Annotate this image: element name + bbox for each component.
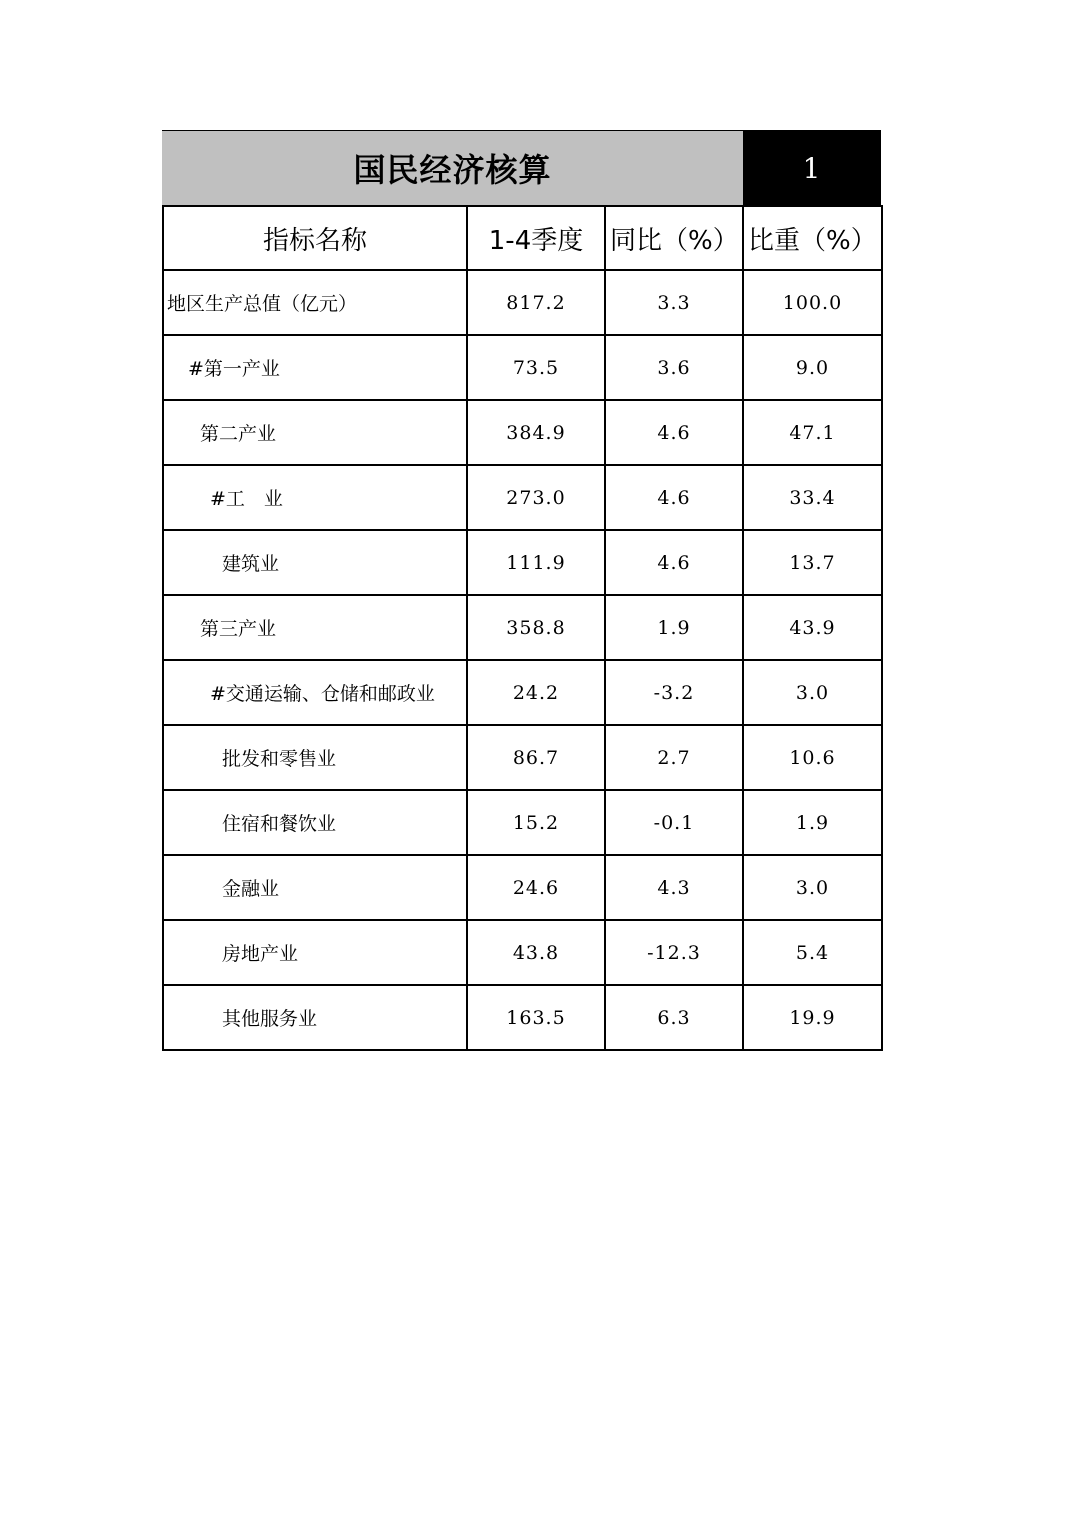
indicator-name-cell: 第三产业 [163,595,467,660]
table-row [163,465,882,530]
title-bar [162,130,881,205]
header-row [163,206,882,270]
period-value-cell: 817.2 [467,270,605,335]
indicator-name-cell: 批发和零售业 [163,725,467,790]
table-row [163,270,882,335]
table-row [163,660,882,725]
period-value-cell: 73.5 [467,335,605,400]
period-value-cell: 111.9 [467,530,605,595]
yoy-change-cell: 4.6 [605,530,743,595]
sheet-title: 国民经济核算 [162,131,743,205]
yoy-change-cell: -3.2 [605,660,743,725]
indicator-name-cell: 房地产业 [163,920,467,985]
economic-accounts-table [162,205,883,1051]
share-cell: 13.7 [743,530,882,595]
column-header-share: 比重（%） [743,206,882,270]
column-header-period: 1-4季度 [467,206,605,270]
yoy-change-cell: 6.3 [605,985,743,1050]
period-value-cell: 358.8 [467,595,605,660]
yoy-change-cell: -0.1 [605,790,743,855]
period-value-cell: 273.0 [467,465,605,530]
period-value-cell: 43.8 [467,920,605,985]
share-cell: 5.4 [743,920,882,985]
indicator-name-cell: #交通运输、仓储和邮政业 [163,660,467,725]
column-header-yoy: 同比（%） [605,206,743,270]
yoy-change-cell: 3.3 [605,270,743,335]
period-value-cell: 384.9 [467,400,605,465]
share-cell: 9.0 [743,335,882,400]
yoy-change-cell: 4.6 [605,465,743,530]
indicator-name-cell: 第二产业 [163,400,467,465]
table-row [163,725,882,790]
table-row [163,595,882,660]
indicator-name-cell: 金融业 [163,855,467,920]
indicator-name-cell: 建筑业 [163,530,467,595]
table-row [163,400,882,465]
table-row [163,335,882,400]
table-row [163,920,882,985]
yoy-change-cell: 4.3 [605,855,743,920]
indicator-name-cell: 其他服务业 [163,985,467,1050]
table-row [163,855,882,920]
share-cell: 33.4 [743,465,882,530]
indicator-name-cell: #工 业 [163,465,467,530]
period-value-cell: 24.6 [467,855,605,920]
yoy-change-cell: 3.6 [605,335,743,400]
share-cell: 3.0 [743,660,882,725]
table-row [163,530,882,595]
indicator-name-cell: 住宿和餐饮业 [163,790,467,855]
table-row [163,790,882,855]
share-cell: 10.6 [743,725,882,790]
share-cell: 100.0 [743,270,882,335]
share-cell: 19.9 [743,985,882,1050]
share-cell: 1.9 [743,790,882,855]
indicator-name-cell: #第一产业 [163,335,467,400]
table-row [163,985,882,1050]
yoy-change-cell: 2.7 [605,725,743,790]
yoy-change-cell: 4.6 [605,400,743,465]
yoy-change-cell: 1.9 [605,595,743,660]
period-value-cell: 15.2 [467,790,605,855]
yoy-change-cell: -12.3 [605,920,743,985]
column-header-indicator: 指标名称 [163,206,467,270]
share-cell: 3.0 [743,855,882,920]
share-cell: 47.1 [743,400,882,465]
page-number: 1 [743,131,880,205]
indicator-name-cell: 地区生产总值（亿元） [163,270,467,335]
period-value-cell: 24.2 [467,660,605,725]
period-value-cell: 163.5 [467,985,605,1050]
period-value-cell: 86.7 [467,725,605,790]
statistics-sheet [162,130,881,1051]
share-cell: 43.9 [743,595,882,660]
